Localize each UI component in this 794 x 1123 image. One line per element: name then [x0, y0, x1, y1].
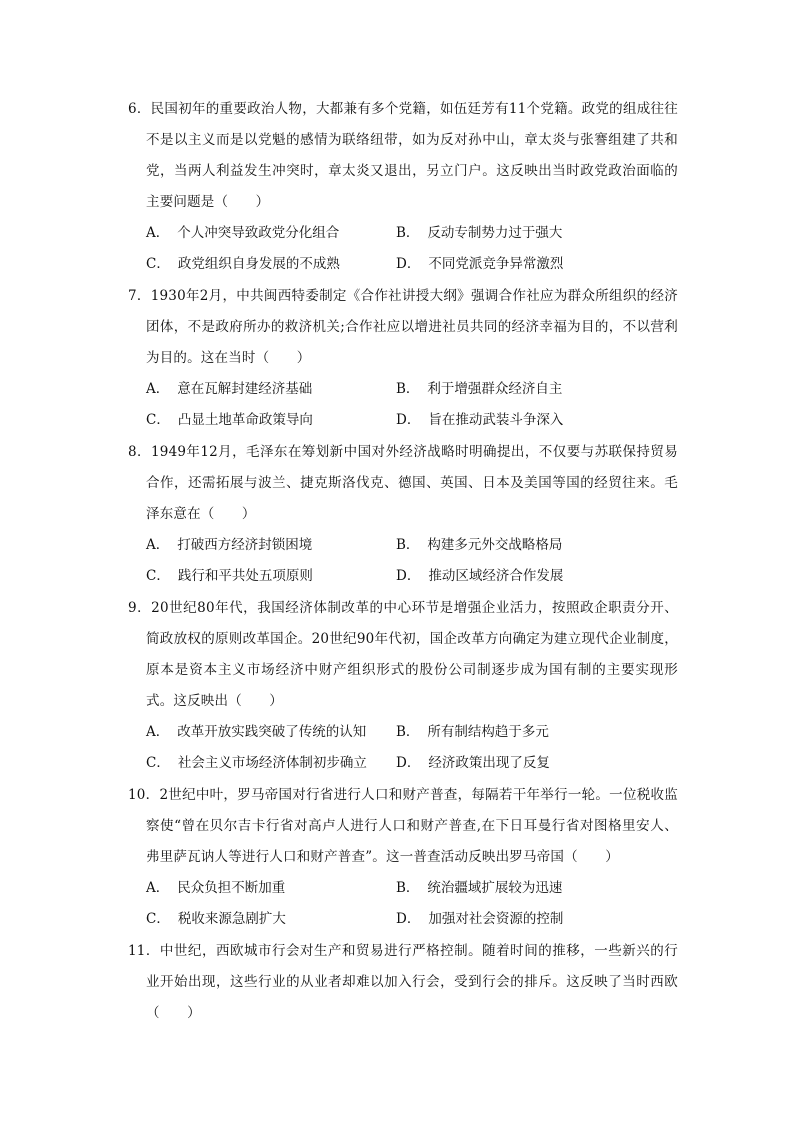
- question-10: [118, 780, 678, 935]
- question-stem: [118, 94, 678, 218]
- question-number: 10．: [128, 787, 160, 803]
- option-row: [146, 717, 678, 748]
- question-number: 7．: [128, 288, 151, 304]
- question-stem: [118, 936, 678, 1029]
- question-text: 20世纪80年代，我国经济体制改革的中心环节是增强企业活力，按照政企职责分开、简政放权的原则改革国企。20世纪90年代初，国企改革方向确定为建立现代企业制度，原本是资本主义市场经济中财产组织形式的股份公司制逐步成为国有制的主要实现形式。这反映出（ ）: [146, 600, 678, 709]
- question-7: [118, 281, 678, 436]
- option-c: C． 践行和平共处五项原则: [146, 568, 313, 584]
- options: [118, 530, 678, 592]
- question-text: 中世纪，西欧城市行会对生产和贸易进行严格控制。随着时间的推移，一些新兴的行业开始出现，这些行业的从业者却难以加入行会，受到行会的排斥。这反映了当时西欧（ ）: [146, 943, 678, 1021]
- question-6: [118, 94, 678, 280]
- question-number: 8．: [128, 444, 151, 460]
- option-d: D． 推动区域经济合作发展: [396, 568, 564, 584]
- option-row: [146, 873, 678, 904]
- question-text: 1930年2月，中共闽西特委制定《合作社讲授大纲》强调合作社应为群众所组织的经济团体，不是政府所办的救济机关;合作社应以增进社员共同的经济幸福为目的，不以营利为目的。这在当时（ ）: [146, 288, 678, 366]
- question-stem: [118, 437, 678, 530]
- option-row: [146, 904, 678, 935]
- question-number: 6．: [128, 101, 151, 117]
- option-c: C． 凸显土地革命政策导向: [146, 412, 313, 428]
- option-a: A． 改革开放实践突破了传统的认知: [146, 724, 367, 740]
- question-stem: [118, 593, 678, 717]
- option-row: [146, 374, 678, 405]
- option-row: [146, 748, 678, 779]
- option-b: B． 所有制结构趋于多元: [396, 724, 549, 740]
- option-row: [146, 218, 678, 249]
- option-d: D． 旨在推动武装斗争深入: [396, 412, 564, 428]
- option-a: A． 民众负担不断加重: [146, 880, 286, 896]
- option-c: C． 税收来源急剧扩大: [146, 911, 286, 927]
- question-text: 2世纪中叶，罗马帝国对行省进行人口和财产普查，每隔若干年举行一轮。一位税收监察使“曾在贝尔吉卡行省对高卢人进行人口和财产普查,在下日耳曼行省对图格里安人、弗里萨瓦讷人等进行人口和财产普查”。这一普查活动反映出罗马帝国（ ）: [146, 787, 678, 865]
- option-row: [146, 405, 678, 436]
- option-b: B． 统治疆域扩展较为迅速: [396, 880, 563, 896]
- option-row: [146, 249, 678, 280]
- options: [118, 873, 678, 935]
- question-9: [118, 593, 678, 779]
- option-a: A． 个人冲突导致政党分化组合: [146, 225, 340, 241]
- option-d: D． 不同党派竞争异常激烈: [396, 256, 564, 272]
- options: [118, 717, 678, 779]
- options: [118, 218, 678, 280]
- option-c: C． 政党组织自身发展的不成熟: [146, 256, 340, 272]
- option-row: [146, 530, 678, 561]
- option-a: A． 意在瓦解封建经济基础: [146, 381, 313, 397]
- question-stem: [118, 281, 678, 374]
- option-b: B． 构建多元外交战略格局: [396, 537, 563, 553]
- option-row: [146, 561, 678, 592]
- question-stem: [118, 780, 678, 873]
- option-b: B． 利于增强群众经济自主: [396, 381, 563, 397]
- question-text: 1949年12月，毛泽东在筹划新中国对外经济战略时明确提出，不仅要与苏联保持贸易合作，还需拓展与波兰、捷克斯洛伐克、德国、英国、日本及美国等国的经贸往来。毛泽东意在（ ）: [146, 444, 678, 522]
- option-a: A． 打破西方经济封锁困境: [146, 537, 313, 553]
- question-8: [118, 437, 678, 592]
- question-number: 11．: [128, 943, 160, 959]
- option-b: B． 反动专制势力过于强大: [396, 225, 563, 241]
- option-c: C． 社会主义市场经济体制初步确立: [146, 755, 367, 771]
- option-d: D． 加强对社会资源的控制: [396, 911, 564, 927]
- options: [118, 374, 678, 436]
- option-d: D． 经济政策出现了反复: [396, 755, 550, 771]
- question-number: 9．: [128, 600, 152, 616]
- question-11: [118, 936, 678, 1029]
- question-text: 民国初年的重要政治人物，大都兼有多个党籍，如伍廷芳有11个党籍。政党的组成往往不是以主义而是以党魁的感情为联络纽带，如为反对孙中山，章太炎与张謇组建了共和党，当两人利益发生冲突时，章太炎又退出，另立门户。这反映出当时政党政治面临的主要问题是（ ）: [146, 101, 678, 210]
